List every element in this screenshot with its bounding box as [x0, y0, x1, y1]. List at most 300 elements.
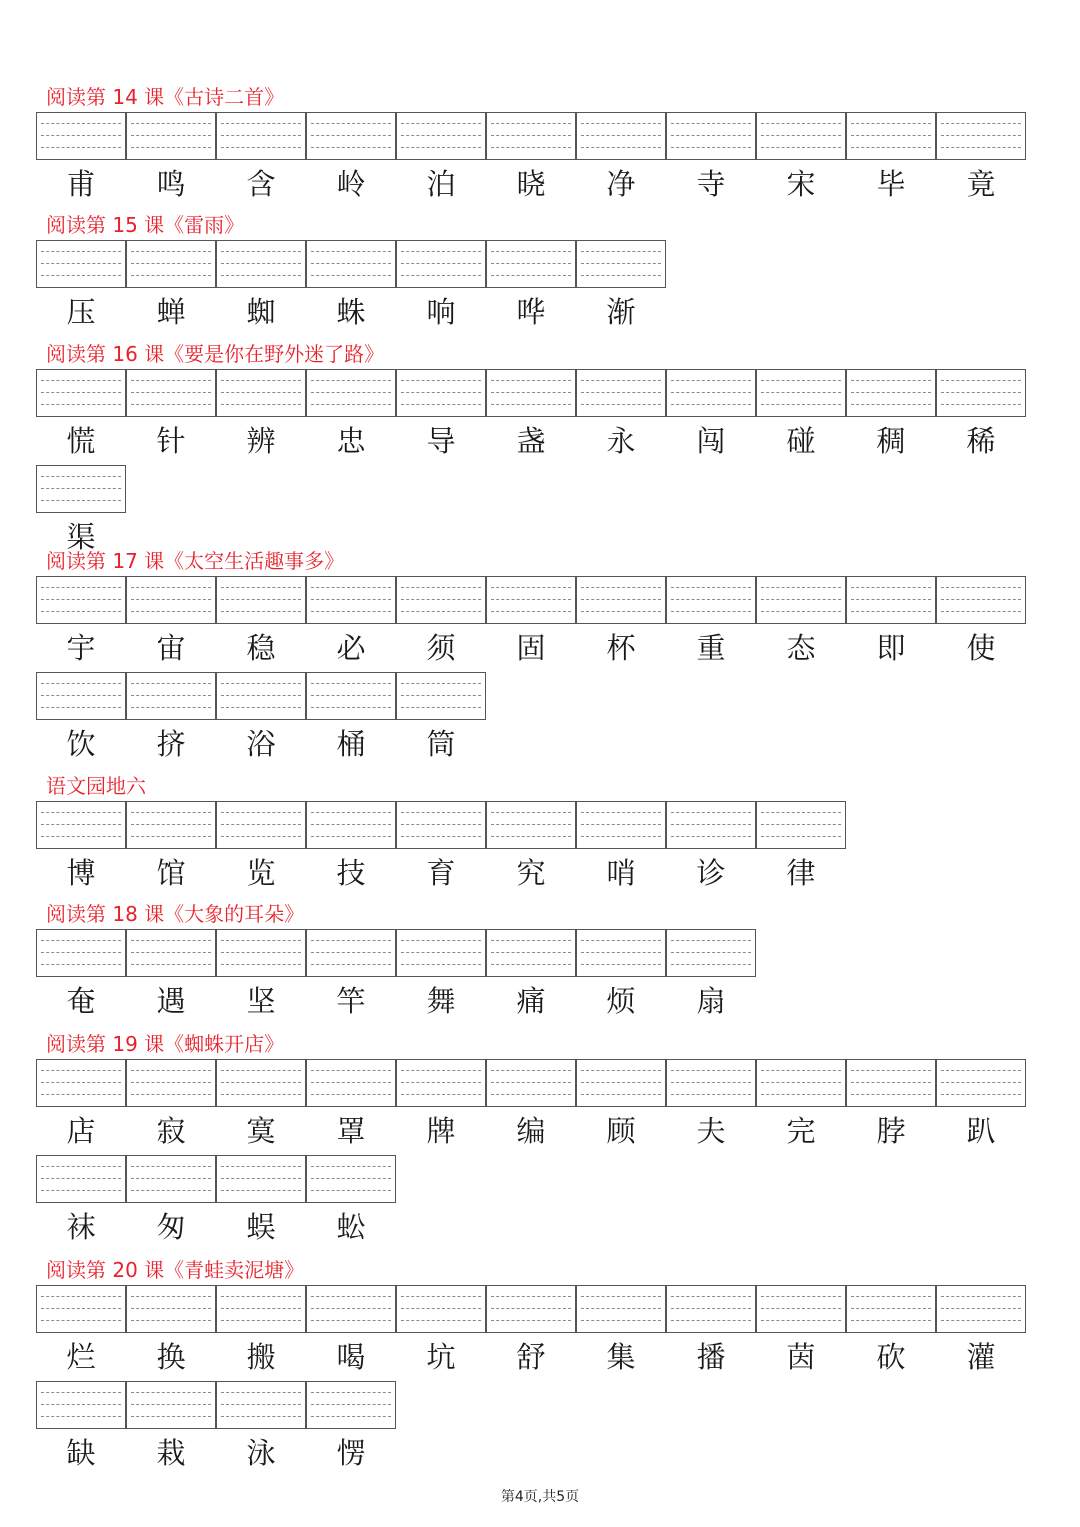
writing-box[interactable]	[486, 576, 576, 624]
writing-box[interactable]	[306, 672, 396, 720]
guide-line	[401, 123, 481, 124]
writing-box[interactable]	[486, 240, 576, 288]
writing-box[interactable]	[396, 1059, 486, 1107]
writing-box[interactable]	[846, 1285, 936, 1333]
writing-box[interactable]	[396, 369, 486, 417]
character: 筒	[426, 727, 456, 761]
guide-line	[761, 135, 841, 136]
guide-line	[131, 1082, 211, 1083]
character: 宙	[156, 631, 186, 665]
writing-box[interactable]	[306, 112, 396, 160]
character: 导	[426, 424, 456, 458]
character: 趴	[966, 1114, 996, 1148]
character: 岭	[336, 167, 366, 201]
guide-line	[401, 964, 481, 965]
character: 盏	[516, 424, 546, 458]
guide-line	[671, 1296, 751, 1297]
writing-box[interactable]	[36, 240, 126, 288]
character: 忠	[336, 424, 366, 458]
character: 压	[66, 295, 96, 329]
guide-line	[671, 1320, 751, 1321]
writing-box[interactable]	[396, 929, 486, 977]
guide-line	[671, 147, 751, 148]
guide-line	[221, 1296, 301, 1297]
guide-line	[221, 392, 301, 393]
guide-line	[41, 251, 121, 252]
writing-box[interactable]	[486, 112, 576, 160]
writing-box[interactable]	[396, 240, 486, 288]
guide-line	[131, 1190, 211, 1191]
guide-line	[221, 1416, 301, 1417]
guide-line	[311, 275, 391, 276]
character: 蜈	[246, 1210, 276, 1244]
writing-box[interactable]	[36, 672, 126, 720]
guide-line	[221, 380, 301, 381]
guide-line	[311, 1070, 391, 1071]
guide-line	[401, 940, 481, 941]
guide-line	[581, 1082, 661, 1083]
guide-line	[221, 611, 301, 612]
guide-line	[941, 1082, 1021, 1083]
writing-box[interactable]	[486, 369, 576, 417]
writing-box[interactable]	[936, 1059, 1026, 1107]
guide-line	[131, 707, 211, 708]
guide-line	[941, 599, 1021, 600]
guide-line	[671, 952, 751, 953]
character: 诊	[696, 856, 726, 890]
guide-line	[131, 964, 211, 965]
writing-box[interactable]	[216, 240, 306, 288]
writing-box[interactable]	[756, 801, 846, 849]
character: 晓	[516, 167, 546, 201]
guide-line	[221, 1392, 301, 1393]
guide-line	[41, 275, 121, 276]
guide-line	[131, 1320, 211, 1321]
guide-line	[131, 123, 211, 124]
guide-line	[41, 123, 121, 124]
character: 愣	[336, 1436, 366, 1470]
guide-line	[581, 263, 661, 264]
character: 哨	[606, 856, 636, 890]
guide-line	[311, 147, 391, 148]
guide-line	[131, 599, 211, 600]
guide-line	[131, 1178, 211, 1179]
guide-line	[41, 1178, 121, 1179]
writing-box[interactable]	[36, 1381, 126, 1429]
character: 究	[516, 856, 546, 890]
character: 桶	[336, 727, 366, 761]
writing-box[interactable]	[36, 1155, 126, 1203]
guide-line	[761, 824, 841, 825]
guide-line	[41, 1416, 121, 1417]
guide-line	[221, 707, 301, 708]
guide-line	[401, 251, 481, 252]
character: 永	[606, 424, 636, 458]
guide-line	[41, 695, 121, 696]
character: 甫	[66, 167, 96, 201]
guide-line	[671, 123, 751, 124]
guide-line	[401, 1082, 481, 1083]
guide-line	[131, 587, 211, 588]
guide-line	[671, 404, 751, 405]
guide-line	[851, 587, 931, 588]
writing-box[interactable]	[216, 576, 306, 624]
writing-box[interactable]	[396, 576, 486, 624]
guide-line	[131, 135, 211, 136]
guide-line	[671, 1308, 751, 1309]
writing-box[interactable]	[36, 1285, 126, 1333]
writing-box[interactable]	[126, 369, 216, 417]
guide-line	[491, 599, 571, 600]
writing-box[interactable]	[666, 1059, 756, 1107]
guide-line	[221, 812, 301, 813]
guide-line	[311, 940, 391, 941]
writing-box[interactable]	[126, 576, 216, 624]
guide-line	[311, 1404, 391, 1405]
character: 烦	[606, 984, 636, 1018]
writing-box[interactable]	[756, 369, 846, 417]
guide-line	[491, 1082, 571, 1083]
guide-line	[491, 1296, 571, 1297]
character: 重	[696, 631, 726, 665]
writing-box[interactable]	[36, 369, 126, 417]
writing-box[interactable]	[216, 112, 306, 160]
guide-line	[221, 275, 301, 276]
writing-box[interactable]	[126, 672, 216, 720]
writing-box[interactable]	[126, 929, 216, 977]
guide-line	[311, 683, 391, 684]
writing-box[interactable]	[216, 1381, 306, 1429]
guide-line	[761, 812, 841, 813]
guide-line	[221, 836, 301, 837]
guide-line	[761, 1296, 841, 1297]
guide-line	[401, 392, 481, 393]
guide-line	[941, 135, 1021, 136]
guide-line	[401, 1070, 481, 1071]
guide-line	[131, 812, 211, 813]
guide-line	[311, 263, 391, 264]
character: 奄	[66, 984, 96, 1018]
guide-line	[761, 836, 841, 837]
character: 竟	[966, 167, 996, 201]
character: 袜	[66, 1210, 96, 1244]
guide-line	[581, 964, 661, 965]
character: 遇	[156, 984, 186, 1018]
guide-line	[401, 135, 481, 136]
writing-box[interactable]	[486, 1285, 576, 1333]
writing-box[interactable]	[306, 929, 396, 977]
character: 竿	[336, 984, 366, 1018]
guide-line	[491, 392, 571, 393]
guide-line	[401, 404, 481, 405]
writing-box[interactable]	[666, 112, 756, 160]
writing-box[interactable]	[396, 801, 486, 849]
guide-line	[761, 404, 841, 405]
guide-line	[131, 611, 211, 612]
character: 蜘	[246, 295, 276, 329]
guide-line	[311, 135, 391, 136]
writing-box[interactable]	[846, 576, 936, 624]
guide-line	[221, 940, 301, 941]
guide-line	[41, 488, 121, 489]
character: 博	[66, 856, 96, 890]
writing-box[interactable]	[126, 240, 216, 288]
writing-box[interactable]	[756, 112, 846, 160]
guide-line	[41, 1094, 121, 1095]
writing-box[interactable]	[396, 112, 486, 160]
character: 喝	[336, 1340, 366, 1374]
character: 育	[426, 856, 456, 890]
guide-line	[581, 135, 661, 136]
writing-box[interactable]	[126, 1059, 216, 1107]
guide-line	[221, 964, 301, 965]
guide-line	[221, 1320, 301, 1321]
guide-line	[311, 836, 391, 837]
guide-line	[131, 836, 211, 837]
guide-line	[131, 824, 211, 825]
guide-line	[131, 1070, 211, 1071]
writing-box[interactable]	[216, 1285, 306, 1333]
guide-line	[581, 392, 661, 393]
guide-line	[221, 952, 301, 953]
guide-line	[761, 1320, 841, 1321]
character: 饮	[66, 727, 96, 761]
writing-box[interactable]	[576, 1059, 666, 1107]
writing-box[interactable]	[936, 369, 1026, 417]
character: 稳	[246, 631, 276, 665]
guide-line	[401, 824, 481, 825]
guide-line	[131, 404, 211, 405]
guide-line	[851, 1320, 931, 1321]
guide-line	[851, 1296, 931, 1297]
writing-box[interactable]	[36, 801, 126, 849]
writing-box[interactable]	[846, 369, 936, 417]
writing-box[interactable]	[396, 1285, 486, 1333]
guide-line	[131, 147, 211, 148]
lesson-title: 阅读第 20 课《青蛙卖泥塘》	[46, 1258, 305, 1282]
guide-line	[131, 275, 211, 276]
guide-line	[41, 952, 121, 953]
guide-line	[311, 1166, 391, 1167]
character: 店	[66, 1114, 96, 1148]
writing-box[interactable]	[306, 1155, 396, 1203]
guide-line	[401, 1296, 481, 1297]
guide-line	[491, 380, 571, 381]
character: 泊	[426, 167, 456, 201]
guide-line	[311, 964, 391, 965]
guide-line	[581, 952, 661, 953]
writing-box[interactable]	[486, 1059, 576, 1107]
writing-box[interactable]	[576, 240, 666, 288]
guide-line	[401, 263, 481, 264]
guide-line	[131, 695, 211, 696]
writing-box[interactable]	[576, 369, 666, 417]
guide-line	[581, 1296, 661, 1297]
guide-line	[311, 587, 391, 588]
guide-line	[221, 1094, 301, 1095]
character: 必	[336, 631, 366, 665]
guide-line	[41, 476, 121, 477]
writing-box[interactable]	[666, 576, 756, 624]
guide-line	[851, 1082, 931, 1083]
character: 针	[156, 424, 186, 458]
writing-box[interactable]	[36, 112, 126, 160]
guide-line	[491, 1094, 571, 1095]
guide-line	[311, 695, 391, 696]
writing-box[interactable]	[576, 576, 666, 624]
guide-line	[671, 940, 751, 941]
character: 闯	[696, 424, 726, 458]
writing-box[interactable]	[756, 576, 846, 624]
character: 使	[966, 631, 996, 665]
guide-line	[311, 812, 391, 813]
writing-box[interactable]	[126, 1285, 216, 1333]
guide-line	[41, 940, 121, 941]
character: 蚣	[336, 1210, 366, 1244]
character: 蝉	[156, 295, 186, 329]
guide-line	[221, 1190, 301, 1191]
writing-box[interactable]	[126, 801, 216, 849]
guide-line	[311, 1190, 391, 1191]
guide-line	[671, 824, 751, 825]
writing-box[interactable]	[936, 112, 1026, 160]
character: 换	[156, 1340, 186, 1374]
writing-box[interactable]	[576, 1285, 666, 1333]
writing-box[interactable]	[216, 672, 306, 720]
guide-line	[581, 404, 661, 405]
writing-box[interactable]	[576, 929, 666, 977]
guide-line	[221, 599, 301, 600]
writing-box[interactable]	[36, 929, 126, 977]
writing-box[interactable]	[666, 1285, 756, 1333]
writing-box[interactable]	[306, 1381, 396, 1429]
guide-line	[311, 1094, 391, 1095]
writing-box[interactable]	[306, 240, 396, 288]
character: 罩	[336, 1114, 366, 1148]
character: 浴	[246, 727, 276, 761]
guide-line	[761, 1094, 841, 1095]
guide-line	[941, 1320, 1021, 1321]
character: 舒	[516, 1340, 546, 1374]
writing-box[interactable]	[36, 465, 126, 513]
guide-line	[311, 404, 391, 405]
writing-box[interactable]	[306, 1059, 396, 1107]
character: 牌	[426, 1114, 456, 1148]
guide-line	[851, 1094, 931, 1095]
guide-line	[851, 611, 931, 612]
guide-line	[41, 147, 121, 148]
writing-box[interactable]	[216, 1155, 306, 1203]
writing-box[interactable]	[666, 801, 756, 849]
guide-line	[581, 587, 661, 588]
guide-line	[311, 952, 391, 953]
writing-box[interactable]	[216, 801, 306, 849]
character: 泳	[246, 1436, 276, 1470]
writing-box[interactable]	[486, 801, 576, 849]
writing-box[interactable]	[936, 576, 1026, 624]
guide-line	[41, 1296, 121, 1297]
writing-box[interactable]	[846, 112, 936, 160]
guide-line	[41, 611, 121, 612]
writing-box[interactable]	[216, 369, 306, 417]
guide-line	[671, 587, 751, 588]
guide-line	[491, 587, 571, 588]
guide-line	[131, 1296, 211, 1297]
character: 律	[786, 856, 816, 890]
guide-line	[221, 1082, 301, 1083]
guide-line	[941, 1070, 1021, 1071]
writing-box[interactable]	[216, 1059, 306, 1107]
guide-line	[851, 147, 931, 148]
writing-box[interactable]	[666, 369, 756, 417]
writing-box[interactable]	[576, 801, 666, 849]
writing-box[interactable]	[306, 576, 396, 624]
guide-line	[41, 1404, 121, 1405]
guide-line	[311, 1416, 391, 1417]
guide-line	[41, 135, 121, 136]
writing-box[interactable]	[306, 801, 396, 849]
guide-line	[221, 824, 301, 825]
writing-box[interactable]	[936, 1285, 1026, 1333]
guide-line	[401, 147, 481, 148]
writing-box[interactable]	[756, 1059, 846, 1107]
guide-line	[41, 824, 121, 825]
guide-line	[581, 123, 661, 124]
guide-line	[41, 836, 121, 837]
writing-box[interactable]	[36, 576, 126, 624]
guide-line	[581, 147, 661, 148]
guide-line	[671, 1094, 751, 1095]
writing-box[interactable]	[666, 929, 756, 977]
guide-line	[131, 263, 211, 264]
character: 毕	[876, 167, 906, 201]
character: 寂	[156, 1114, 186, 1148]
guide-line	[131, 940, 211, 941]
character: 顾	[606, 1114, 636, 1148]
writing-box[interactable]	[36, 1059, 126, 1107]
guide-line	[761, 1082, 841, 1083]
guide-line	[581, 940, 661, 941]
guide-line	[671, 1070, 751, 1071]
guide-line	[491, 836, 571, 837]
writing-box[interactable]	[306, 1285, 396, 1333]
character: 编	[516, 1114, 546, 1148]
writing-box[interactable]	[126, 1155, 216, 1203]
lesson-title: 阅读第 16 课《要是你在野外迷了路》	[46, 342, 385, 366]
lesson-title: 阅读第 14 课《古诗二首》	[46, 85, 285, 109]
guide-line	[761, 611, 841, 612]
guide-line	[851, 380, 931, 381]
guide-line	[41, 587, 121, 588]
writing-box[interactable]	[756, 1285, 846, 1333]
writing-box[interactable]	[396, 672, 486, 720]
character: 渐	[606, 295, 636, 329]
writing-box[interactable]	[576, 112, 666, 160]
guide-line	[221, 147, 301, 148]
guide-line	[491, 135, 571, 136]
writing-box[interactable]	[126, 1381, 216, 1429]
character: 缺	[66, 1436, 96, 1470]
writing-box[interactable]	[306, 369, 396, 417]
writing-box[interactable]	[486, 929, 576, 977]
writing-box[interactable]	[126, 112, 216, 160]
writing-box[interactable]	[216, 929, 306, 977]
guide-line	[311, 611, 391, 612]
guide-line	[311, 251, 391, 252]
guide-line	[41, 263, 121, 264]
writing-box[interactable]	[846, 1059, 936, 1107]
guide-line	[491, 1070, 571, 1071]
